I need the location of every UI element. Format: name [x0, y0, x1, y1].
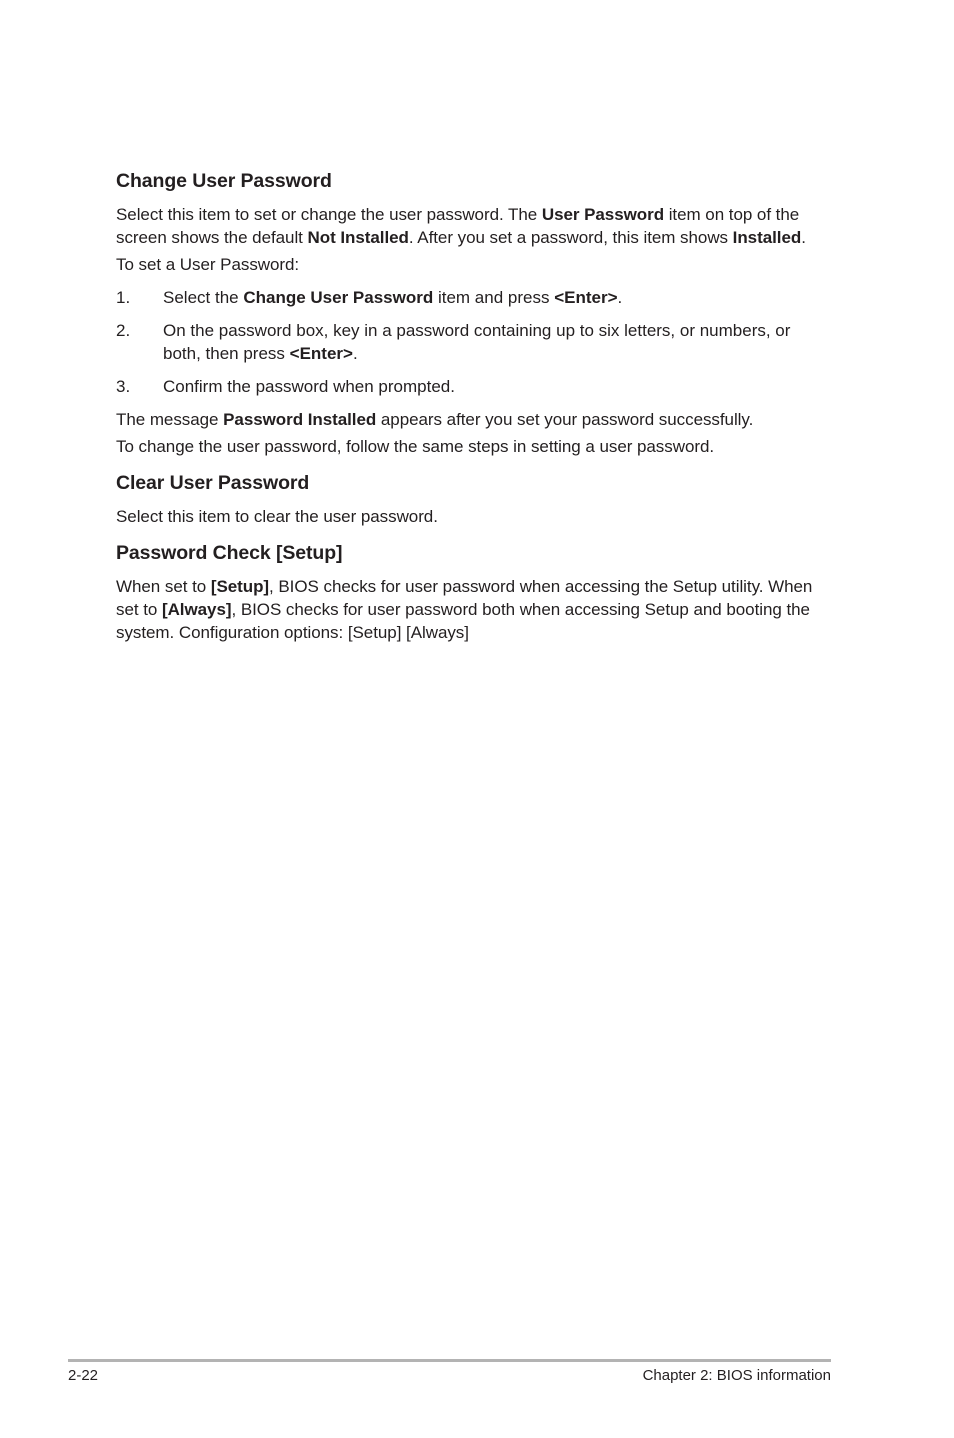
section-heading: Clear User Password [116, 472, 310, 494]
page-number: 2-22 [68, 1367, 99, 1384]
paragraph: To set a User Password: [116, 255, 300, 274]
chapter-title: Chapter 2: BIOS information [642, 1367, 831, 1384]
paragraph: Select this item to set or change the user password. The User Password item on top of the screen shows the default Not Installed. After you set a password, this item shows Installed. [116, 205, 806, 247]
paragraph: Select this item to clear the user password. [116, 507, 438, 526]
paragraph: To change the user password, follow the same steps in setting a user password. [116, 437, 715, 456]
steps-list [116, 286, 832, 398]
section-password-check [116, 540, 832, 644]
section-clear-user-password [116, 470, 832, 528]
paragraph: The message Password Installed appears after you set your password successfully. [116, 410, 754, 429]
section-heading: Change User Password [116, 170, 332, 192]
document-body [116, 168, 832, 656]
footer-divider [68, 1359, 831, 1362]
list-item: 3. Confirm the password when prompted. [116, 377, 455, 396]
section-change-user-password [116, 168, 832, 458]
list-item: 2. On the password box, key in a password containing up to six letters, or numbers, or both, then press <Enter>. [116, 321, 791, 363]
paragraph: When set to [Setup], BIOS checks for user password when accessing the Setup utility. When set to [Always], BIOS checks for user password both when accessing Setup and booting the system. Configuration options: [Setup] [Always] [116, 577, 813, 642]
list-item: 1. Select the Change User Password item and press <Enter>. [116, 288, 623, 307]
section-heading: Password Check [Setup] [116, 542, 343, 564]
